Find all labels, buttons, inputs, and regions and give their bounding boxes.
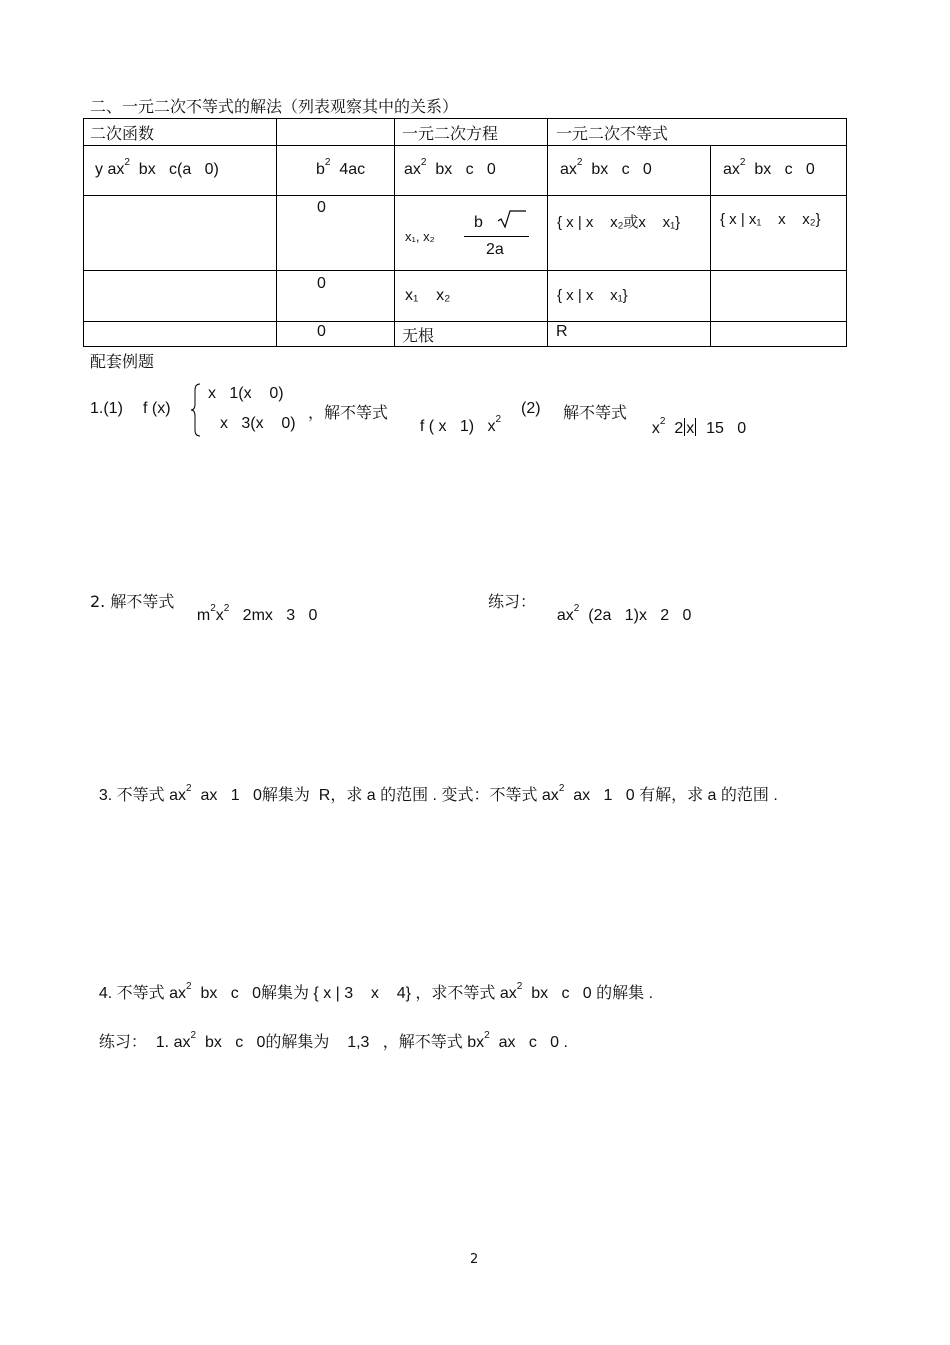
table-rule bbox=[84, 195, 846, 196]
solution-set-all-reals: R bbox=[556, 323, 568, 340]
solution-set-double-root: { x | x x₁} bbox=[557, 287, 628, 304]
problem-1-part-2-inequality: $x^2$ 2 x 15 0 bbox=[651, 416, 747, 437]
sqrt-icon bbox=[497, 209, 527, 229]
quadratic-formula-numerator: b bbox=[474, 214, 483, 231]
inequality-lt-formula: $ax^2$ bx c 0 bbox=[723, 157, 815, 178]
problem-3: 3. 不等式 $ax^2$ ax 1 0解集为 R，求 a 的范围 . 变式：不等式 $ax^2$ ax 1 0 有解，求 a 的范围 . bbox=[98, 783, 778, 804]
problem-4: 4. 不等式 $ax^2$ bx c 0解集为 { x | 3 x 4} ，求不等式 $ax^2$ bx c 0 的解集 . bbox=[98, 981, 654, 1002]
left-brace-icon bbox=[190, 382, 202, 442]
problem-1-instruction: ，解不等式 bbox=[308, 403, 389, 422]
table-rule bbox=[84, 321, 846, 322]
section-title: 二、一元二次不等式的解法（列表观察其中的关系） bbox=[90, 97, 459, 116]
practice-label: 练习： bbox=[488, 592, 537, 611]
fraction-bar bbox=[464, 236, 529, 237]
problem-1-part-2-instruction: 解不等式 bbox=[563, 403, 628, 422]
equation-formula: $ax^2$ bx c 0 bbox=[404, 157, 496, 178]
piecewise-case-1: x 1(x 0) bbox=[208, 385, 284, 402]
header-quadratic-equation: 一元二次方程 bbox=[402, 124, 499, 143]
discriminant-positive: 0 bbox=[317, 199, 326, 216]
problem-1-label: 1.(1) bbox=[90, 400, 123, 417]
table-rule bbox=[710, 145, 711, 346]
practice-inequality: $ax^2$ (2a 1)x 2 0 bbox=[556, 603, 692, 624]
no-root: 无根 bbox=[402, 326, 435, 345]
function-formula: y $ax^2$ bx c(a 0) bbox=[95, 157, 219, 178]
table-rule bbox=[547, 119, 548, 346]
examples-heading: 配套例题 bbox=[90, 352, 155, 371]
page-number: 2 bbox=[470, 1252, 479, 1267]
practice-1: 练习： 1. $ax^2$ bx c 0的解集为 1,3 ，解不等式 $bx^2$ ax c 0 . bbox=[98, 1030, 568, 1051]
table-rule bbox=[394, 119, 395, 346]
piecewise-case-2: x 3(x 0) bbox=[220, 415, 296, 432]
discriminant-formula: $b^2$ 4ac bbox=[316, 157, 366, 178]
problem-1-inequality: f ( x 1) $x^2$ bbox=[419, 414, 502, 435]
inequality-gt-formula: $ax^2$ bx c 0 bbox=[560, 157, 652, 178]
header-quadratic-inequality: 一元二次不等式 bbox=[556, 124, 669, 143]
roots-label: x₁, x₂ bbox=[405, 229, 435, 244]
piecewise-function-name: f (x) bbox=[143, 400, 171, 417]
discriminant-zero: 0 bbox=[317, 275, 326, 292]
problem-2-label: 2. 解不等式 bbox=[90, 592, 175, 611]
header-quadratic-function: 二次函数 bbox=[90, 124, 155, 143]
table-rule bbox=[84, 145, 846, 146]
comparison-table bbox=[83, 118, 847, 347]
discriminant-negative: 0 bbox=[317, 323, 326, 340]
problem-2-inequality: $m^2x^2$ 2mx 3 0 bbox=[196, 603, 318, 624]
table-rule bbox=[84, 270, 846, 271]
double-root: x₁ x₂ bbox=[405, 287, 451, 304]
problem-1-part-2-label: (2) bbox=[521, 400, 541, 417]
solution-set-gt: { x | x x₂或x x₁} bbox=[557, 214, 681, 231]
solution-set-lt: { x | x₁ x x₂} bbox=[720, 211, 821, 228]
table-rule bbox=[276, 119, 277, 346]
quadratic-formula-denominator: 2a bbox=[486, 241, 504, 258]
